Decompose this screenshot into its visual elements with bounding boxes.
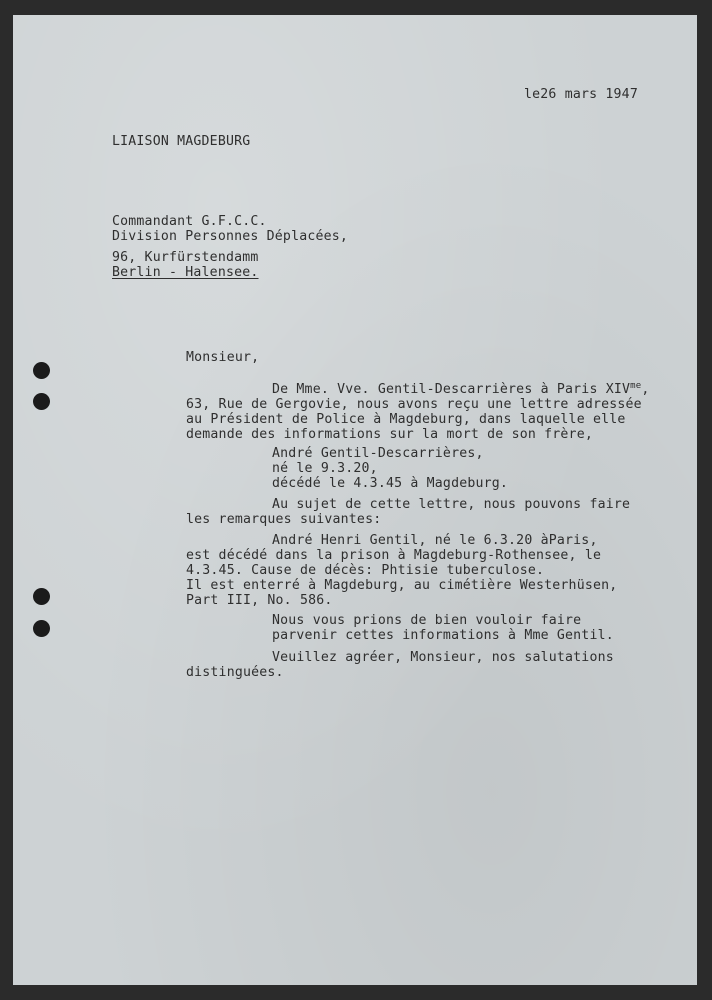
salutation: Monsieur,	[186, 350, 260, 365]
sender-heading: LIAISON MAGDEBURG	[112, 134, 251, 149]
body-line: distinguées.	[186, 665, 284, 680]
body-line: Nous vous prions de bien vouloir faire	[272, 613, 582, 628]
body-line: parvenir cettes informations à Mme Gentil.	[272, 628, 614, 643]
body-line: André Henri Gentil, né le 6.3.20 àParis,	[272, 533, 598, 548]
punch-hole	[33, 620, 50, 637]
body-line: 4.3.45. Cause de décès: Phtisie tuberculose.	[186, 563, 545, 578]
punch-hole	[33, 362, 50, 379]
body-line: 63, Rue de Gergovie, nous avons reçu une lettre adressée	[186, 397, 642, 412]
body-line: Au sujet de cette lettre, nous pouvons faire	[272, 497, 631, 512]
body-line: les remarques suivantes:	[186, 512, 382, 527]
body-line: André Gentil-Descarrières,	[272, 446, 484, 461]
body-line: décédé le 4.3.45 à Magdeburg.	[272, 476, 509, 491]
recipient-line: 96, Kurfürstendamm	[112, 250, 259, 265]
body-line: au Président de Police à Magdeburg, dans laquelle elle	[186, 412, 626, 427]
body-line: De Mme. Vve. Gentil-Descarrières à Paris $XIV^{me}$,	[272, 381, 650, 397]
letter-date: le26 mars 1947	[524, 87, 638, 102]
body-line: né le 9.3.20,	[272, 461, 378, 476]
recipient-line: Division Personnes Déplacées,	[112, 229, 349, 244]
body-line: Part III, No. 586.	[186, 593, 333, 608]
recipient-line: Berlin - Halensee.	[112, 265, 259, 280]
body-line: est décédé dans la prison à Magdeburg-Rothensee, le	[186, 548, 602, 563]
recipient-line: Commandant G.F.C.C.	[112, 214, 267, 229]
body-line: Veuillez agréer, Monsieur, nos salutations	[272, 650, 614, 665]
punch-hole	[33, 393, 50, 410]
body-line: Il est enterré à Magdeburg, au cimétière Westerhüsen,	[186, 578, 618, 593]
punch-hole	[33, 588, 50, 605]
body-line: demande des informations sur la mort de son frère,	[186, 427, 593, 442]
